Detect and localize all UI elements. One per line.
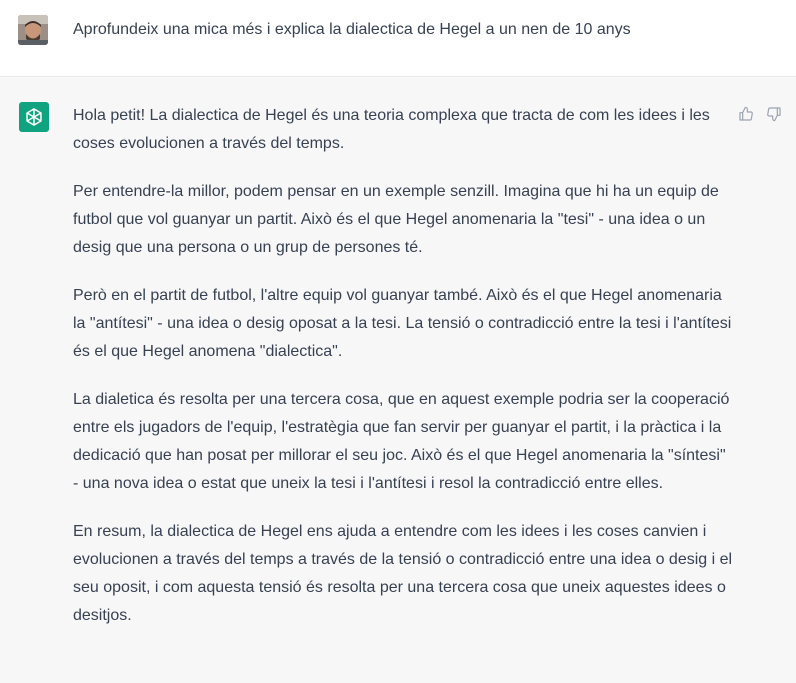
assistant-message-row [0,77,796,683]
thumbs-down-icon [766,106,782,122]
answer-paragraph: Per entendre-la millor, podem pensar en un exemple senzill. Imagina que hi ha un equip de futbol que vol guanyar un partit. Això és el que Hegel anomenaria la "tesi" - una idea o un desig que una persona o un grup de persones té. [73,183,719,256]
openai-logo-icon [23,106,45,128]
thumbs-up-icon [738,106,754,122]
thumbs-up-button[interactable] [737,105,755,123]
user-message-row [0,0,796,77]
answer-paragraph: La dialetica és resolta per una tercera cosa, que en aquest exemple podria ser la cooperació entre els jugadors de l'equip, l'estratègia que fan servir per guanyar el partit, i la pràctica i la dedicació que han posat per millorar el seu joc. Això és el que Hegel anomenaria la "síntesi" - una nova idea o estat que uneix la tesi i l'antítesi i resol la contradicció entre elles. [73,391,730,492]
answer-paragraph: En resum, la dialectica de Hegel ens ajuda a entendre com les idees i les coses canvien i evolucionen a través del temps a través de la tensió o contradicció entre una idea o desig i el seu oposit, i com aquesta tensió és resolta per una tercera cosa que uneix aquestes idees o desitjos. [73,523,733,624]
user-message-text: Aprofundeix una mica més i explica la dialectica de Hegel a un nen de 10 anys [73,21,631,38]
user-avatar-image [18,15,48,45]
thumbs-down-button[interactable] [765,105,783,123]
assistant-avatar [19,102,49,132]
user-avatar [18,15,48,45]
answer-paragraph: Però en el partit de futbol, l'altre equip vol guanyar també. Això és el que Hegel anomenaria la "antítesi" - una idea o desig oposat a la tesi. La tensió o contradicció entre la tesi i l'antítesi és el que Hegel anomena "dialectica". [73,287,732,360]
answer-paragraph: Hola petit! La dialectica de Hegel és una teoria complexa que tracta de com les idees i les coses evolucionen a través del temps. [73,107,710,152]
assistant-message-text [73,102,733,650]
